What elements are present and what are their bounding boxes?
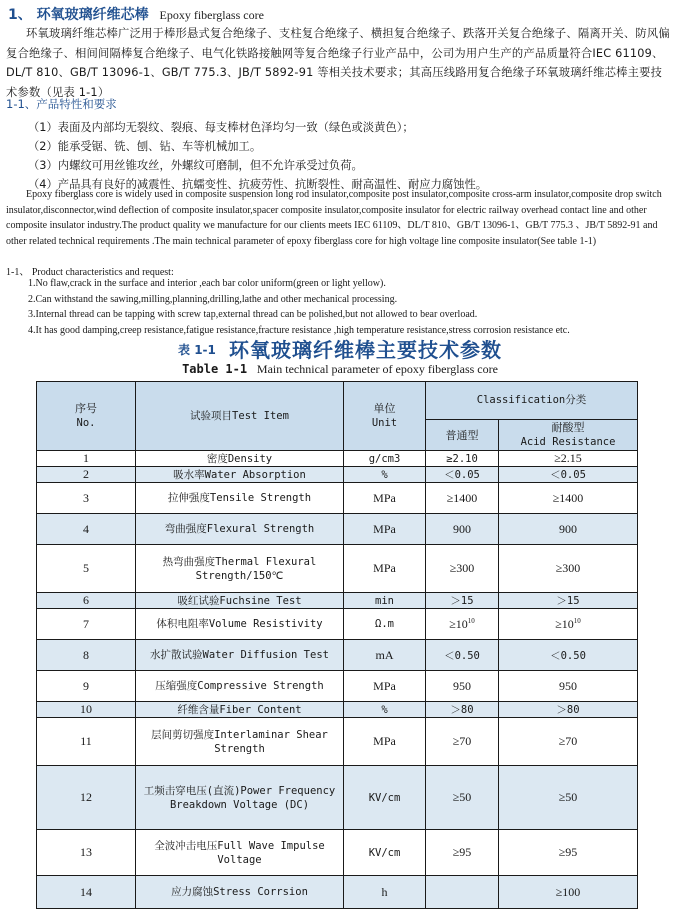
table-row (37, 766, 638, 830)
table-title-prefix-en: Table 1-1 (182, 362, 248, 376)
table-row (37, 609, 638, 640)
table-row (37, 514, 638, 545)
cell-no: 13 (37, 830, 136, 876)
feature-item-zh: （2）能承受锯、铣、刨、钻、车等机械加工。 (28, 140, 262, 153)
spec-table (36, 381, 638, 909)
cell-unit: KV/cm (344, 830, 426, 876)
table-row (37, 718, 638, 766)
cell-unit: mA (344, 640, 426, 671)
cell-normal (426, 876, 499, 909)
cell-item: 应力腐蚀Stress Corrsion (136, 876, 344, 909)
cell-item: 压缩强度Compressive Strength (136, 671, 344, 702)
cell-unit: % (344, 467, 426, 483)
cell-no: 3 (37, 483, 136, 514)
cell-item: 热弯曲强度Thermal Flexural Strength/150℃ (136, 545, 344, 593)
feature-item-en: 1.No flaw,crack in the surface and interior ,each bar color uniform(green or light yellow). (28, 278, 386, 289)
cell-normal: 950 (426, 671, 499, 702)
feature-item-en: 4.It has good damping,creep resistance,fatigue resistance,fracture resistance ,high temperature resistance,stress corrosion resistance etc. (28, 324, 570, 336)
header-no-en: No. (76, 417, 96, 429)
table-row (37, 451, 638, 467)
cell-no: 14 (37, 876, 136, 909)
header-acid (499, 420, 638, 451)
cell-no: 7 (37, 609, 136, 640)
feature-item-en: 3.Internal thread can be tapping with screw tap,external thread can be polished,but not allowed to bear overload. (28, 309, 478, 320)
cell-no: 1 (37, 451, 136, 467)
cell-no: 6 (37, 593, 136, 609)
header-normal: 普通型 (426, 420, 499, 451)
cell-item: 水扩散试验Water Diffusion Test (136, 640, 344, 671)
table-row (37, 545, 638, 593)
cell-unit: MPa (344, 718, 426, 766)
cell-no: 11 (37, 718, 136, 766)
table-row (37, 876, 638, 909)
cell-unit: MPa (344, 514, 426, 545)
cell-acid: ≥300 (499, 545, 638, 593)
cell-normal (426, 609, 499, 640)
header-unit (344, 382, 426, 451)
table-row (37, 483, 638, 514)
cell-acid: ＞80 (499, 702, 638, 718)
table-row (37, 467, 638, 483)
cell-normal: ≥300 (426, 545, 499, 593)
cell-no: 9 (37, 671, 136, 702)
cell-normal: ＜0.50 (426, 640, 499, 671)
cell-acid: ≥1400 (499, 483, 638, 514)
sub-heading-en: 1-1、 Product characteristics and request: (6, 267, 174, 278)
cell-no: 4 (37, 514, 136, 545)
cell-unit: KV/cm (344, 766, 426, 830)
section-heading (8, 4, 264, 24)
cell-item: 弯曲强度Flexural Strength (136, 514, 344, 545)
header-acid-zh: 耐酸型 (551, 421, 585, 434)
cell-acid: ＜0.05 (499, 467, 638, 483)
header-item: 试验项目Test Item (136, 382, 344, 451)
table-row (37, 640, 638, 671)
cell-normal: ＞80 (426, 702, 499, 718)
cell-item: 纤维含量Fiber Content (136, 702, 344, 718)
cell-unit: MPa (344, 483, 426, 514)
cell-unit: MPa (344, 545, 426, 593)
intro-zh: 环氧玻璃纤维芯棒广泛用于棒形悬式复合绝缘子、支柱复合绝缘子、横担复合绝缘子、跌落开关复合绝缘子、隔离开关、防风偏复合绝缘子、相间间隔棒复合绝缘子、电气化铁路接触网等复合绝缘子行业产品中，公司为用户生产的产品质量符合IEC 61109、DL/T 810、GB/T 13096-1、GB/T 775.3、JB/T 5892-91 等相关技术要求；其高压线路用复合绝缘子环氧玻璃纤维芯棒主要技术参数（见表 1-1） (6, 27, 670, 99)
cell-unit: g/cm3 (344, 451, 426, 467)
cell-normal: ≥2.10 (426, 451, 499, 467)
feature-list-en (28, 276, 668, 338)
feature-item-zh: （3）内螺纹可用丝锥攻丝，外螺纹可磨制，但不允许承受过负荷。 (28, 159, 363, 172)
cell-acid (499, 609, 638, 640)
cell-acid: ≥70 (499, 718, 638, 766)
cell-normal: 900 (426, 514, 499, 545)
header-unit-en: Unit (371, 417, 398, 429)
intro-en: Epoxy fiberglass core is widely used in composite suspension long rod insulator,composite post insulator,composite cross-arm insulator,composite drop switch insulator,disconnector,wind deflection of composite insulator,spacer composite insulator,composite insulator for electric railway overhead contact line and other composite insulator industry.The product quality we manufacture for our clients meets IEC 61109、DL/T 810、GB/T 13096-1、GB/T 775.3 、JB/T 5892-91 and other related technical requirements .The main technical parameter of epoxy fiberglass core for high voltage line composite insulator(See table 1-1) (6, 189, 662, 247)
cell-acid: ＜0.50 (499, 640, 638, 671)
cell-normal: ＞15 (426, 593, 499, 609)
cell-normal: ≥50 (426, 766, 499, 830)
cell-acid-value: ≥10 (555, 616, 574, 631)
cell-normal-value: ≥10 (449, 616, 468, 631)
feature-item-en: 2.Can withstand the sawing,milling,planning,drilling,lathe and other mechanical processing. (28, 293, 398, 305)
cell-item: 工频击穿电压(直流)Power Frequency Breakdown Voltage (DC) (136, 766, 344, 830)
cell-acid: ≥95 (499, 830, 638, 876)
feature-item-zh: （4）产品具有良好的减震性、抗蠕变性、抗疲劳性、抗断裂性、耐高温性、耐应力腐蚀性。 (28, 178, 488, 191)
table-row (37, 830, 638, 876)
cell-acid-exponent: 10 (573, 616, 581, 625)
table-title-zh (0, 334, 680, 363)
cell-normal: ≥95 (426, 830, 499, 876)
cell-no: 5 (37, 545, 136, 593)
cell-unit: Ω.m (344, 609, 426, 640)
cell-acid: 950 (499, 671, 638, 702)
header-acid-en: Acid Resistance (520, 436, 616, 448)
cell-no: 10 (37, 702, 136, 718)
table-title-prefix-zh: 表 1-1 (178, 343, 216, 357)
cell-normal-exponent: 10 (467, 616, 475, 625)
cell-unit: % (344, 702, 426, 718)
section-number: 1、 (8, 7, 32, 23)
cell-acid: 900 (499, 514, 638, 545)
cell-acid: ≥100 (499, 876, 638, 909)
cell-unit: MPa (344, 671, 426, 702)
cell-item: 密度Density (136, 451, 344, 467)
table-row (37, 593, 638, 609)
cell-normal: ＜0.05 (426, 467, 499, 483)
cell-item: 体积电阻率Volume Resistivity (136, 609, 344, 640)
table-title-en (0, 362, 680, 377)
table-row (37, 671, 638, 702)
cell-item: 层间剪切强度Interlaminar Shear Strength (136, 718, 344, 766)
cell-acid: ≥50 (499, 766, 638, 830)
cell-no: 2 (37, 467, 136, 483)
feature-item-zh: （1）表面及内部均无裂纹、裂痕、每支棒材色泽均匀一致（绿色或淡黄色）； (28, 121, 414, 134)
header-unit-zh: 单位 (373, 402, 396, 415)
section-title-en: Epoxy fiberglass core (159, 8, 264, 22)
cell-no: 12 (37, 766, 136, 830)
section-title-zh: 环氧玻璃纤维芯棒 (36, 7, 149, 23)
header-no-zh: 序号 (75, 402, 97, 415)
cell-acid: ＞15 (499, 593, 638, 609)
cell-item: 吸红试验Fuchsine Test (136, 593, 344, 609)
table-title-main-en: Main technical parameter of epoxy fiberglass core (256, 362, 498, 376)
cell-unit: min (344, 593, 426, 609)
cell-item: 拉伸强度Tensile Strength (136, 483, 344, 514)
header-no (37, 382, 136, 451)
cell-acid: ≥2.15 (499, 451, 638, 467)
cell-normal: ≥1400 (426, 483, 499, 514)
cell-normal: ≥70 (426, 718, 499, 766)
table-title-main-zh: 环氧玻璃纤维棒主要技术参数 (228, 338, 502, 362)
header-classification: Classification分类 (426, 382, 638, 420)
cell-unit: h (344, 876, 426, 909)
cell-item: 全波冲击电压Full Wave Impulse Voltage (136, 830, 344, 876)
cell-no: 8 (37, 640, 136, 671)
table-row (37, 702, 638, 718)
cell-item: 吸水率Water Absorption (136, 467, 344, 483)
feature-list-zh (28, 118, 668, 194)
sub-heading-zh: 1-1、产品特性和要求 (6, 97, 117, 111)
